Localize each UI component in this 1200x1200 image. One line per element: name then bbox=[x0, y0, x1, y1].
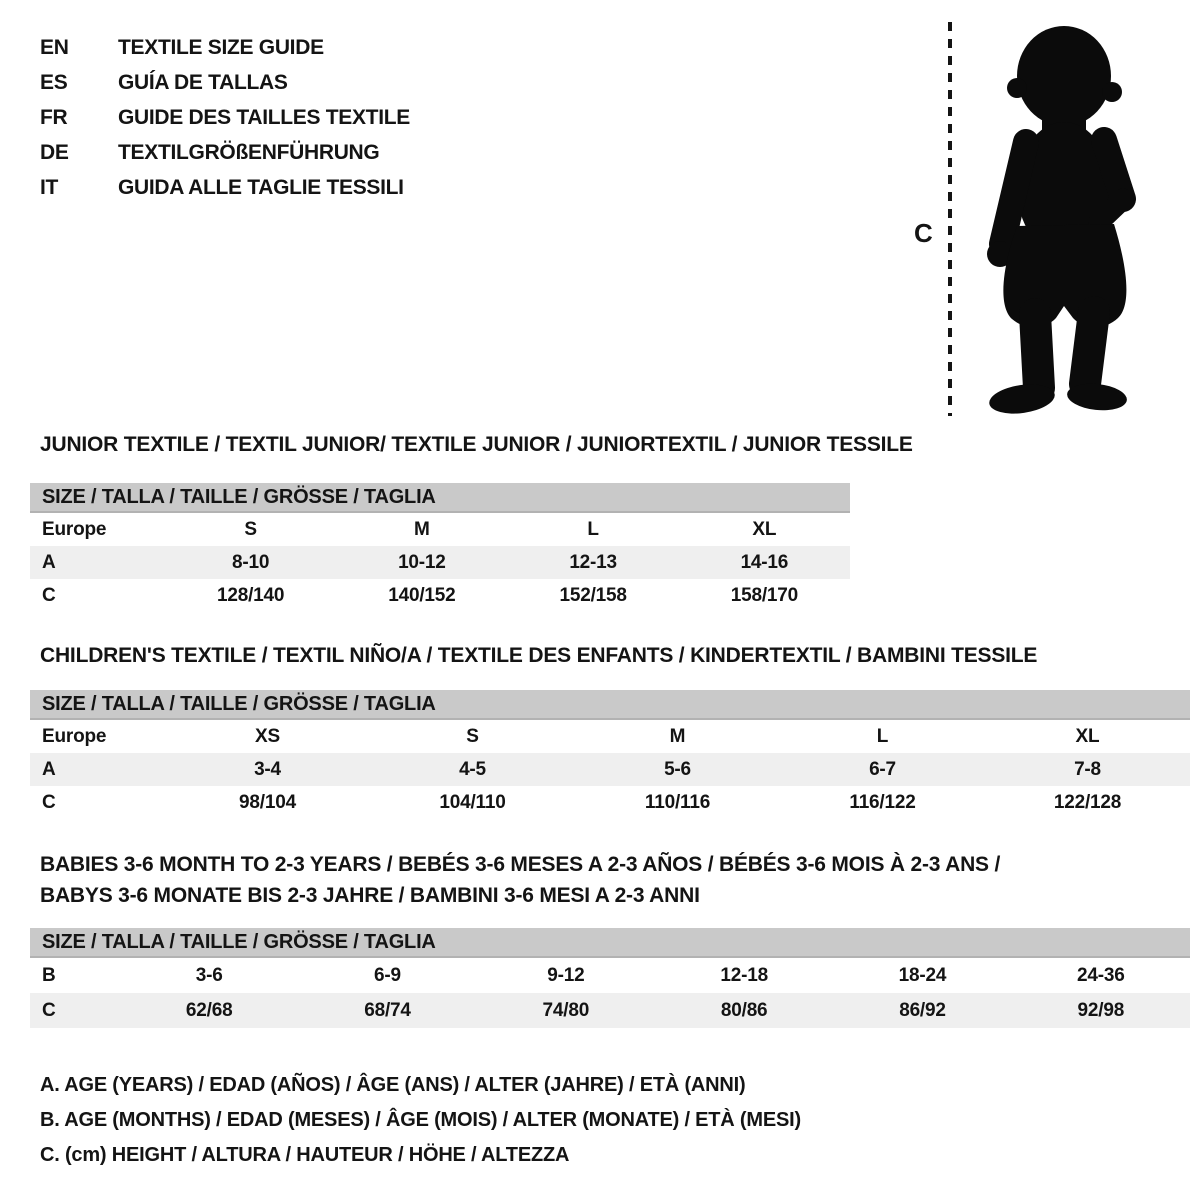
table-header-cell: M bbox=[414, 518, 430, 540]
babies-size-table bbox=[30, 928, 1190, 1028]
row-label: A bbox=[42, 551, 56, 573]
table-cell: 158/170 bbox=[730, 584, 799, 606]
language-row-fr bbox=[40, 100, 410, 135]
guide-title-fr: GUIDE DES TAILLES TEXTILE bbox=[118, 105, 410, 129]
table-cell: 4-5 bbox=[459, 758, 486, 780]
table-header-row bbox=[30, 513, 850, 546]
legend-line-c: C. (cm) HEIGHT / ALTURA / HAUTEUR / HÖHE / ALTEZZA bbox=[40, 1144, 570, 1166]
size-band: SIZE / TALLA / TAILLE / GRÖSSE / TAGLIA bbox=[30, 928, 1190, 958]
language-title-list bbox=[40, 30, 410, 205]
children-size-table bbox=[30, 690, 1190, 819]
guide-title-en: TEXTILE SIZE GUIDE bbox=[118, 35, 324, 59]
table-cell: 9-12 bbox=[547, 964, 585, 986]
guide-title-de: TEXTILGRÖßENFÜHRUNG bbox=[118, 140, 380, 164]
table-cell: 110/116 bbox=[644, 791, 711, 813]
legend-line-a: A. AGE (YEARS) / EDAD (AÑOS) / ÂGE (ANS) / ALTER (JAHRE) / ETÀ (ANNI) bbox=[40, 1074, 746, 1096]
size-band: SIZE / TALLA / TAILLE / GRÖSSE / TAGLIA bbox=[30, 690, 1190, 720]
babies-section-heading bbox=[40, 849, 1000, 911]
table-cell: 122/128 bbox=[1053, 791, 1122, 813]
size-band: SIZE / TALLA / TAILLE / GRÖSSE / TAGLIA bbox=[30, 483, 850, 513]
junior-size-table bbox=[30, 483, 850, 612]
guide-title-es: GUÍA DE TALLAS bbox=[118, 70, 288, 94]
legend-line-b: B. AGE (MONTHS) / EDAD (MESES) / ÂGE (MOIS) / ALTER (MONATE) / ETÀ (MESI) bbox=[40, 1109, 801, 1131]
table-header-cell: S bbox=[244, 518, 257, 540]
table-row-b bbox=[30, 958, 1190, 993]
table-cell: 62/68 bbox=[185, 999, 233, 1021]
table-cell: 10-12 bbox=[398, 551, 446, 573]
table-cell: 7-8 bbox=[1074, 758, 1101, 780]
table-header-cell: Europe bbox=[42, 518, 107, 540]
table-header-cell: L bbox=[876, 725, 889, 747]
table-cell: 3-4 bbox=[254, 758, 281, 780]
language-row-en bbox=[40, 30, 410, 65]
table-cell: 24-36 bbox=[1077, 964, 1125, 986]
height-measure-label: C bbox=[914, 218, 933, 248]
language-code: IT bbox=[40, 175, 59, 199]
table-cell: 5-6 bbox=[664, 758, 691, 780]
table-cell: 68/74 bbox=[364, 999, 411, 1021]
table-header-cell: S bbox=[466, 725, 479, 747]
table-header-cell: M bbox=[669, 725, 686, 747]
height-figure bbox=[900, 12, 1190, 424]
table-cell: 116/122 bbox=[849, 791, 916, 813]
table-cell: 18-24 bbox=[898, 964, 947, 986]
table-cell: 92/98 bbox=[1077, 999, 1125, 1021]
table-row-c bbox=[30, 786, 1190, 819]
language-row-de bbox=[40, 135, 410, 170]
row-label: A bbox=[42, 758, 56, 780]
babies-heading-line2: BABYS 3-6 MONATE BIS 2-3 JAHRE / BAMBINI 3-6 MESI A 2-3 ANNI bbox=[40, 884, 700, 907]
table-row-c bbox=[30, 579, 850, 612]
row-label: C bbox=[42, 584, 56, 606]
table-row-a bbox=[30, 753, 1190, 786]
row-label: B bbox=[42, 964, 56, 986]
table-header-row bbox=[30, 720, 1190, 753]
guide-title-it: GUIDA ALLE TAGLIE TESSILI bbox=[118, 175, 404, 199]
table-cell: 80/86 bbox=[720, 999, 768, 1021]
table-cell: 6-9 bbox=[374, 964, 401, 986]
toddler-silhouette-icon bbox=[942, 16, 1172, 421]
table-cell: 98/104 bbox=[239, 791, 296, 813]
babies-heading-line1: BABIES 3-6 MONTH TO 2-3 YEARS / BEBÉS 3-6 MESES A 2-3 AÑOS / BÉBÉS 3-6 MOIS À 2-3 ANS / bbox=[40, 853, 1001, 876]
table-header-cell: XL bbox=[752, 518, 777, 540]
table-row-a bbox=[30, 546, 850, 579]
table-cell: 104/110 bbox=[439, 791, 506, 813]
table-header-cell: L bbox=[587, 518, 599, 540]
table-header-cell: XL bbox=[1075, 725, 1100, 747]
row-label: C bbox=[42, 999, 56, 1021]
table-cell: 14-16 bbox=[740, 551, 789, 573]
junior-section-heading: JUNIOR TEXTILE / TEXTIL JUNIOR/ TEXTILE JUNIOR / JUNIORTEXTIL / JUNIOR TESSILE bbox=[40, 433, 913, 456]
table-cell: 152/158 bbox=[559, 584, 627, 606]
language-code: FR bbox=[40, 105, 68, 129]
table-cell: 8-10 bbox=[232, 551, 270, 573]
table-cell: 128/140 bbox=[216, 584, 285, 606]
language-code: EN bbox=[40, 35, 69, 59]
table-cell: 140/152 bbox=[388, 584, 456, 606]
table-cell: 12-18 bbox=[720, 964, 768, 986]
table-cell: 86/92 bbox=[899, 999, 946, 1021]
row-label: C bbox=[42, 791, 56, 813]
table-header-cell: XS bbox=[255, 725, 280, 747]
table-cell: 74/80 bbox=[542, 999, 590, 1021]
language-row-it bbox=[40, 170, 410, 205]
legend bbox=[40, 1068, 801, 1173]
language-row-es bbox=[40, 65, 410, 100]
table-cell: 6-7 bbox=[869, 758, 896, 780]
table-cell: 12-13 bbox=[569, 551, 617, 573]
table-row-c bbox=[30, 993, 1190, 1028]
children-section-heading: CHILDREN'S TEXTILE / TEXTIL NIÑO/A / TEXTILE DES ENFANTS / KINDERTEXTIL / BAMBINI TESSILE bbox=[40, 644, 1038, 667]
table-cell: 3-6 bbox=[195, 964, 223, 986]
language-code: DE bbox=[40, 140, 69, 164]
language-code: ES bbox=[40, 70, 68, 94]
table-header-cell: Europe bbox=[42, 725, 107, 747]
